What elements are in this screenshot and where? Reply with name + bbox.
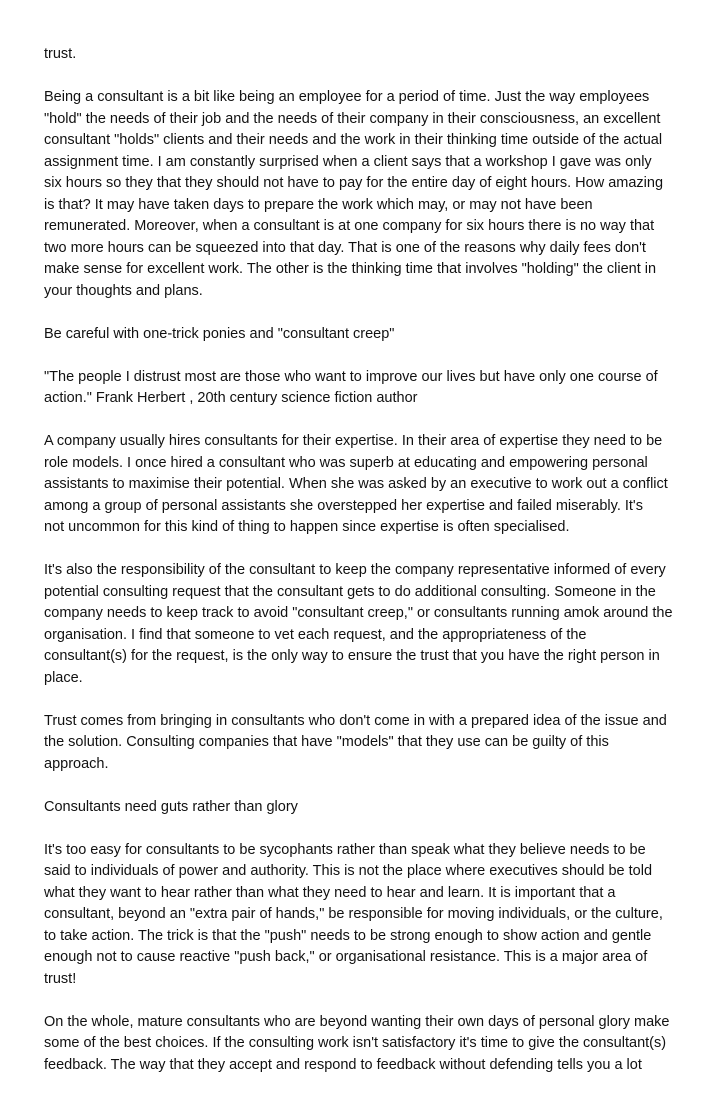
text-line: what they want to hear rather than what they need to hear and learn. It is important that a [44,884,616,901]
text-line: is that? It may have taken days to prepare the work which may, or may not have been [44,196,593,213]
text-line: "hold" the needs of their job and the needs of their company in their consciousness, an excellent [44,110,661,127]
text-line: organisation. I find that someone to vet each request, and the appropriateness of the [44,626,587,643]
section-heading-guts-glory [44,797,694,819]
text-line: On the whole, mature consultants who are beyond wanting their own days of personal glory make [44,1013,670,1030]
text-line: assignment time. I am constantly surprised when a client says that a workshop I gave was only [44,153,652,170]
paragraph-consultant-creep [44,560,694,689]
paragraph-mature-consultants [44,1012,694,1077]
text-line: It's also the responsibility of the consultant to keep the company representative informed of every [44,562,666,578]
text-line: make sense for excellent work. The other is the thinking time that involves "holding" the client in [44,261,657,277]
text-line: remunerated. Moreover, when a consultant is at one company for six hours there is no way that [44,218,655,234]
text-line: consultant, beyond an "extra pair of hands," be responsible for moving individuals, or the culture, [44,906,663,922]
text-line: A company usually hires consultants for their expertise. In their area of expertise they need to be [44,433,663,449]
text-line: Consultants need guts rather than glory [44,798,298,815]
paragraph-sycophants [44,840,694,991]
paragraph-trust-models [44,711,694,776]
text-line: Trust comes from bringing in consultants who don't come in with a prepared idea of the issue and [44,712,667,729]
paragraph-expertise [44,431,694,539]
text-line: among a group of personal assistants she overstepped her expertise and failed miserably. It's [44,497,643,514]
text-line: not uncommon for this kind of thing to happen since expertise is often specialised. [44,519,570,535]
section-heading-one-trick-ponies [44,324,694,346]
text-line: your thoughts and plans. [44,282,203,299]
text-line: said to individuals of power and authority. This is not the place where executives should be told [44,863,653,879]
text-line: approach. [44,755,109,772]
text-line: two more hours can be squeezed into that day. That is one of the reasons why daily fees don't [44,239,646,256]
text-line: trust. [44,46,77,62]
text-line: the solution. Consulting companies that have "models" that they use can be guilty of this [44,734,609,750]
text-line: consultant(s) for the request, is the only way to ensure the trust that you have the right person in [44,648,660,664]
document-page [44,44,694,1098]
text-line: Be careful with one-trick ponies and "consultant creep" [44,325,395,342]
text-line: to take action. The trick is that the "push" needs to be strong enough to show action and gentle [44,927,652,944]
text-line: enough not to cause reactive "push back," or organisational resistance. This is a major area of [44,949,648,965]
paragraph-trust-fragment [44,44,694,66]
text-line: role models. I once hired a consultant who was superb at educating and empowering personal [44,454,648,471]
text-line: "The people I distrust most are those who want to improve our lives but have only one course of [44,368,658,385]
text-line: It's too easy for consultants to be sycophants rather than speak what they believe needs to be [44,841,646,858]
quote-frank-herbert [44,367,694,410]
text-line: feedback. The way that they accept and respond to feedback without defending tells you a lot [44,1056,642,1073]
text-line: consultant "holds" clients and their needs and the work in their thinking time outside of the actual [44,132,663,148]
text-line: six hours so they that they should not have to pay for the entire day of eight hours. How amazing [44,175,664,191]
text-line: potential consulting request that the consultant gets to do additional consulting. Someone in the [44,583,656,600]
text-line: action." Frank Herbert , 20th century science fiction author [44,390,418,406]
paragraph-consultant-employee [44,87,694,302]
text-line: company needs to keep track to avoid "consultant creep," or consultants running amok around the [44,605,673,621]
text-line: some of the best choices. If the consulting work isn't satisfactory it's time to give the consultant(s) [44,1035,667,1051]
text-line: Being a consultant is a bit like being an employee for a period of time. Just the way employees [44,89,650,105]
text-line: trust! [44,970,77,987]
text-line: assistants to maximise their potential. When she was asked by an executive to work out a conflict [44,476,668,492]
text-line: place. [44,669,83,686]
